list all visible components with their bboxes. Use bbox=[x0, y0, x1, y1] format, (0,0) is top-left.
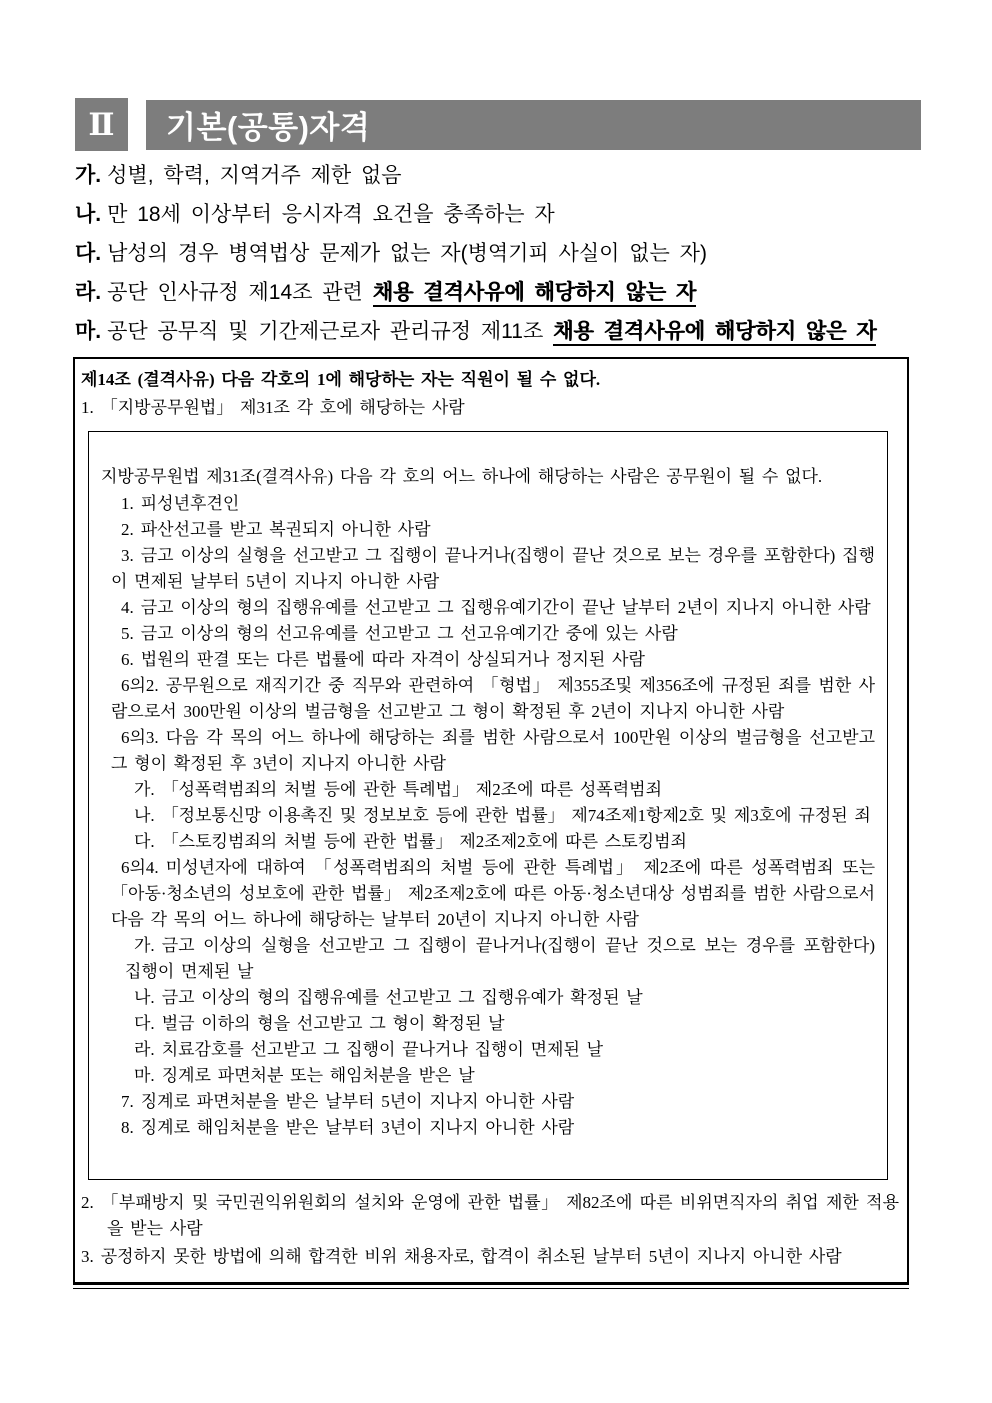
qualification-text: 공단 공무직 및 기간제근로자 관리규정 제11조 bbox=[107, 320, 554, 343]
qualification-emphasis: 채용 결격사유에 해당하지 않은 자 bbox=[553, 320, 876, 346]
qualification-label: 마. bbox=[75, 320, 102, 343]
item-number: 3. bbox=[81, 1247, 94, 1266]
item-text: 징계로 파면처분 또는 해임처분을 받은 날 bbox=[161, 1066, 475, 1085]
qualification-item bbox=[75, 162, 932, 189]
qualification-item bbox=[75, 318, 932, 345]
item-text: 다음 각 목의 어느 하나에 해당하는 죄를 범한 사람으로서 100만원 이상의 벌금형을 선고받고 그 형이 확정된 후 3년이 지나지 아니한 사람 bbox=[111, 728, 875, 773]
qualification-item bbox=[75, 201, 932, 228]
inner-law-item bbox=[101, 803, 875, 829]
item-number: 1. bbox=[121, 494, 134, 513]
inner-law-heading: 지방공무원법 제31조(결격사유) 다음 각 호의 어느 하나에 해당하는 사람은 공무원이 될 수 없다. bbox=[101, 467, 823, 486]
item-text: 미성년자에 대하여 「성폭력범죄의 처벌 등에 관한 특례법」 제2조에 따른 성폭력범죄 또는 「아동·청소년의 성보호에 관한 법률」 제2조제2호에 따른 아동·청소년대상 성범죄를 범한 사람으로서 다음 각 목의 어느 하나에 해당하는 날부터 20년이 지나지 아니한 사람 bbox=[111, 858, 875, 929]
item-number: 1. bbox=[81, 398, 94, 417]
item-number: 라. bbox=[134, 1040, 155, 1059]
inner-law-item bbox=[101, 647, 875, 673]
item-text: 「스토킹범죄의 처벌 등에 관한 법률」 제2조제2호에 따른 스토킹범죄 bbox=[161, 832, 687, 851]
inner-law-item bbox=[101, 621, 875, 647]
item-text: 금고 이상의 형의 선고유예를 선고받고 그 선고유예기간 중에 있는 사람 bbox=[140, 624, 678, 643]
item-number: 2. bbox=[121, 520, 134, 539]
inner-law-item bbox=[101, 491, 875, 517]
article-item-1 bbox=[81, 395, 899, 421]
item-text: 치료감호를 선고받고 그 집행이 끝나거나 집행이 면제된 날 bbox=[161, 1040, 604, 1059]
item-text: 금고 이상의 실형을 선고받고 그 집행이 끝나거나(집행이 끝난 것으로 보는 경우를 포함한다) 집행이 면제된 날부터 5년이 지나지 아니한 사람 bbox=[111, 546, 875, 591]
item-text: 금고 이상의 실형을 선고받고 그 집행이 끝나거나(집행이 끝난 것으로 보는 경우를 포함한다) 집행이 면제된 날 bbox=[125, 936, 875, 981]
inner-law-item bbox=[101, 1089, 875, 1115]
inner-law-item bbox=[101, 595, 875, 621]
qualification-label: 다. bbox=[75, 242, 102, 265]
item-number: 나. bbox=[134, 988, 155, 1007]
qualification-emphasis: 채용 결격사유에 해당하지 않는 자 bbox=[373, 281, 696, 307]
qualification-label: 가. bbox=[75, 164, 102, 187]
item-number: 6. bbox=[121, 650, 134, 669]
item-number: 6의4. bbox=[121, 858, 159, 877]
qualification-text: 공단 인사규정 제14조 관련 bbox=[107, 281, 373, 304]
inner-law-item bbox=[101, 855, 875, 933]
item-number: 다. bbox=[134, 1014, 155, 1033]
qualification-label: 나. bbox=[75, 203, 102, 226]
item-number: 7. bbox=[121, 1092, 134, 1111]
qualification-text: 남성의 경우 병역법상 문제가 없는 자(병역기피 사실이 없는 자) bbox=[107, 242, 707, 265]
inner-law-item bbox=[101, 1063, 875, 1089]
inner-law-item bbox=[101, 1011, 875, 1037]
inner-law-item bbox=[101, 1037, 875, 1063]
item-number: 8. bbox=[121, 1118, 134, 1137]
inner-law-item bbox=[101, 725, 875, 777]
qualification-item bbox=[75, 279, 932, 306]
section-number-badge: Ⅱ bbox=[75, 98, 128, 151]
item-number: 가. bbox=[134, 780, 155, 799]
item-text: 「지방공무원법」 제31조 각 호에 해당하는 사람 bbox=[100, 398, 465, 417]
qualification-list bbox=[75, 162, 932, 357]
article-heading: 제14조 (결격사유) 다음 각호의 1에 해당하는 자는 직원이 될 수 없다. bbox=[81, 370, 601, 389]
item-number: 5. bbox=[121, 624, 134, 643]
section-title: 기본(공통)자격 bbox=[166, 110, 371, 145]
item-text: 「성폭력범죄의 처벌 등에 관한 특례법」 제2조에 따른 성폭력범죄 bbox=[161, 780, 662, 799]
qualification-text: 성별, 학력, 지역거주 제한 없음 bbox=[107, 164, 402, 187]
article-item bbox=[81, 1190, 899, 1242]
article-box-wrap bbox=[73, 357, 909, 1289]
inner-law-item bbox=[101, 985, 875, 1011]
item-text: 공정하지 못한 방법에 의해 합격한 비위 채용자로, 합격이 취소된 날부터 5년이 지나지 아니한 사람 bbox=[100, 1247, 842, 1266]
inner-law-item bbox=[101, 543, 875, 595]
item-text: 법원의 판결 또는 다른 법률에 따라 자격이 상실되거나 정지된 사람 bbox=[140, 650, 645, 669]
section-title-banner bbox=[146, 100, 921, 150]
item-text: 「부패방지 및 국민권익위원회의 설치와 운영에 관한 법률」 제82조에 따른 비위면직자의 취업 제한 적용을 받는 사람 bbox=[100, 1193, 899, 1238]
section-header bbox=[75, 98, 921, 151]
item-text: 「정보통신망 이용촉진 및 정보보호 등에 관한 법률」 제74조제1항제2호 및 제3호에 규정된 죄 bbox=[161, 806, 871, 825]
item-text: 징계로 파면처분을 받은 날부터 5년이 지나지 아니한 사람 bbox=[140, 1092, 575, 1111]
box-bottom-rule bbox=[73, 1288, 909, 1289]
item-text: 금고 이상의 형의 집행유예를 선고받고 그 집행유예기간이 끝난 날부터 2년이 지나지 아니한 사람 bbox=[140, 598, 871, 617]
item-number: 3. bbox=[121, 546, 134, 565]
inner-law-item bbox=[101, 777, 875, 803]
inner-law-item bbox=[101, 1115, 875, 1141]
qualification-item bbox=[75, 240, 932, 267]
item-number: 4. bbox=[121, 598, 134, 617]
item-text: 벌금 이하의 형을 선고받고 그 형이 확정된 날 bbox=[161, 1014, 505, 1033]
item-number: 다. bbox=[134, 832, 155, 851]
inner-law-item bbox=[101, 933, 875, 985]
item-number: 나. bbox=[134, 806, 155, 825]
inner-law-item bbox=[101, 517, 875, 543]
item-number: 6의2. bbox=[121, 676, 159, 695]
item-text: 공무원으로 재직기간 중 직무와 관련하여 「형법」 제355조및 제356조에 규정된 죄를 범한 사람으로서 300만원 이상의 벌금형을 선고받고 그 형이 확정된 후 2년이 지나지 아니한 사람 bbox=[111, 676, 875, 721]
inner-law-box bbox=[88, 431, 888, 1180]
item-text: 금고 이상의 형의 집행유예를 선고받고 그 집행유예가 확정된 날 bbox=[161, 988, 643, 1007]
item-text: 파산선고를 받고 복권되지 아니한 사람 bbox=[140, 520, 431, 539]
inner-law-item-list bbox=[101, 491, 875, 1141]
item-number: 마. bbox=[134, 1066, 155, 1085]
item-number: 가. bbox=[134, 936, 155, 955]
inner-law-item bbox=[101, 829, 875, 855]
inner-law-item bbox=[101, 673, 875, 725]
article-item bbox=[81, 1244, 899, 1270]
article-14-box bbox=[73, 357, 909, 1285]
qualification-text: 만 18세 이상부터 응시자격 요건을 충족하는 자 bbox=[107, 203, 555, 226]
item-text: 징계로 해임처분을 받은 날부터 3년이 지나지 아니한 사람 bbox=[140, 1118, 575, 1137]
item-number: 2. bbox=[81, 1193, 94, 1212]
item-text: 피성년후견인 bbox=[140, 494, 240, 513]
article-tail-item-list bbox=[81, 1190, 899, 1270]
qualification-label: 라. bbox=[75, 281, 102, 304]
item-number: 6의3. bbox=[121, 728, 159, 747]
